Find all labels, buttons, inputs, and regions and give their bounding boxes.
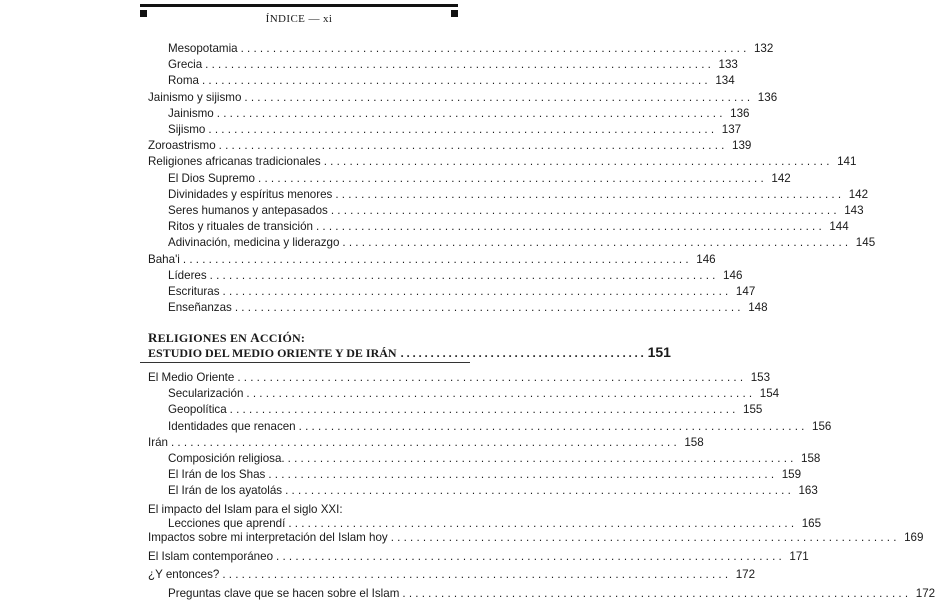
leader-dots (210, 269, 716, 282)
section-heading-line2 (148, 344, 671, 361)
toc-entry-page: 159 (781, 468, 802, 482)
toc-entry (0, 452, 821, 468)
leader-dots (217, 107, 723, 120)
toc-entry-label: Roma (168, 74, 199, 88)
toc-entry (0, 301, 768, 317)
toc-entry-page: 141 (837, 155, 857, 169)
toc-entry-page: 139 (732, 139, 752, 153)
toc-entry-label: Adivinación, medicina y liderazgo (168, 236, 340, 250)
toc-entry-label: Grecia (168, 58, 203, 72)
toc-entry-label: Seres humanos y antepasados (168, 204, 328, 217)
leader-dots (171, 436, 677, 449)
toc-entry (0, 106, 750, 123)
toc-entry (0, 419, 832, 436)
toc-entry-label: Divinidades y espíritus menores (168, 187, 333, 201)
leader-dots (268, 468, 774, 481)
toc-entry-page: 146 (696, 252, 716, 266)
toc-entry-page: 142 (771, 171, 791, 185)
leader-dots (324, 155, 830, 168)
toc-entry-page: 136 (757, 90, 778, 104)
toc-entry (0, 123, 742, 139)
toc-entry (0, 187, 869, 204)
toc-entry (0, 568, 756, 584)
toc-entry (0, 220, 849, 236)
toc-entry (0, 549, 809, 566)
leader-dots (316, 220, 822, 233)
toc-entry-page: 136 (730, 106, 750, 120)
toc-entry-label: ¿Y entonces? (148, 568, 220, 581)
leader-dots (401, 346, 644, 361)
toc-entry-page: 153 (750, 371, 771, 384)
toc-entry (0, 387, 780, 403)
toc-entry (0, 531, 924, 547)
toc-entry-page: 171 (789, 549, 809, 563)
toc-entry-label: Preguntas clave que se hacen sobre el Islam (168, 586, 400, 600)
leader-dots (208, 123, 714, 136)
leader-dots (237, 371, 743, 384)
leader-dots (202, 74, 708, 87)
toc-entry-label: Religiones africanas tradicionales (148, 155, 321, 169)
toc-entry-page: 154 (759, 387, 780, 401)
leader-dots (222, 568, 728, 581)
toc-entry-page: 155 (743, 403, 763, 417)
toc-entry-label: El Irán de los Shas (168, 468, 266, 482)
toc-entry (0, 435, 704, 452)
toc-entry (0, 74, 735, 90)
toc-entry-page: 147 (735, 285, 756, 298)
leader-dots (331, 204, 837, 217)
toc-entry-page: 144 (829, 220, 849, 234)
toc-entry-label: Baha'i (148, 252, 180, 266)
toc-entry-page: 143 (844, 204, 864, 217)
leader-dots (276, 550, 782, 563)
toc-entry-label: Líderes (168, 268, 207, 282)
toc-entry-label: El Islam contemporáneo (148, 549, 274, 563)
toc-entry-label: Geopolítica (168, 403, 227, 417)
toc-entry (0, 204, 864, 220)
leader-dots (285, 484, 791, 497)
leader-dots (223, 285, 729, 298)
leader-dots (258, 172, 764, 185)
leader-dots (244, 91, 750, 104)
toc-entry (0, 484, 818, 500)
leader-dots (288, 517, 794, 530)
section-heading-text-2: ESTUDIO DEL MEDIO ORIENTE Y DE IRÁN (148, 346, 397, 360)
toc-entry (0, 586, 935, 603)
leader-dots (335, 188, 841, 201)
leader-dots (299, 420, 805, 433)
toc-entry-label: Jainismo y sijismo (148, 90, 242, 104)
section-divider (140, 362, 470, 363)
toc-entry-page: 148 (748, 301, 768, 315)
leader-dots (235, 301, 741, 314)
leader-dots (246, 387, 752, 400)
leader-dots (183, 253, 689, 266)
toc-entry-label: Sijismo (168, 123, 206, 136)
toc-entry (0, 268, 743, 285)
toc-entry-label: Secularización (168, 387, 244, 401)
toc-entry-page: 142 (848, 187, 869, 201)
section-page-number: 151 (647, 344, 671, 360)
toc-entry-label: Lecciones que aprendí (168, 517, 286, 530)
section-heading-text-1: RELIGIONES EN ACCIÓN: (148, 330, 306, 345)
toc-entry-page: 172 (915, 586, 935, 600)
toc-entry-label: Mesopotamia (168, 42, 238, 55)
leader-dots (288, 452, 794, 465)
toc-entry-label: Identidades que renacen (168, 419, 296, 433)
leader-dots (219, 139, 725, 152)
toc-entry (0, 58, 738, 74)
toc-entry-page: 169 (904, 531, 924, 544)
toc-entry-label: El Medio Oriente (148, 371, 235, 384)
toc-entry-multiline-first: El impacto del Islam para el siglo XXI: (148, 503, 343, 516)
toc-entry-page: 158 (801, 452, 821, 465)
toc-entry (0, 371, 771, 387)
toc-entry-label: Composición religiosa. (168, 452, 285, 465)
toc-entry-label: Irán (148, 435, 168, 449)
toc-entry-label: Escrituras (168, 285, 220, 298)
toc-entry-page: 132 (753, 42, 774, 55)
toc-entry-page: 133 (718, 58, 738, 72)
leader-dots (402, 587, 908, 600)
toc-entry-label: Zoroastrismo (148, 139, 216, 153)
toc-entry (0, 403, 763, 419)
toc-entry-label: El Dios Supremo (168, 171, 255, 185)
toc-entry-label: Jainismo (168, 106, 214, 120)
toc-entry-label: Impactos sobre mi interpretación del Islam hoy (148, 531, 388, 544)
toc-entry-page: 145 (855, 236, 876, 250)
toc-entry (0, 285, 756, 301)
leader-dots (230, 403, 736, 416)
toc-entry (0, 90, 778, 107)
toc-entry (0, 468, 802, 484)
leader-dots (391, 531, 897, 544)
leader-dots (241, 42, 747, 55)
toc-entry-page: 163 (798, 484, 818, 498)
toc-entry (0, 236, 876, 252)
toc-entry-page: 165 (801, 517, 822, 530)
toc-entry (0, 42, 774, 58)
leader-dots (205, 58, 711, 71)
toc-entry (0, 139, 752, 155)
toc-entry-page: 134 (715, 74, 735, 88)
toc-entry-label: Ritos y rituales de transición (168, 220, 313, 234)
toc-entry-page: 172 (735, 568, 756, 581)
toc-entry-page: 137 (721, 123, 742, 136)
header-rule (140, 4, 458, 7)
leader-dots (342, 236, 848, 249)
toc-entry-page: 146 (723, 268, 743, 282)
toc-entry-page: 156 (812, 419, 832, 433)
toc-entry (0, 155, 857, 171)
toc-entry (0, 171, 791, 188)
toc-entry-label: Enseñanzas (168, 301, 232, 315)
toc-entry (0, 252, 716, 269)
running-head: ÍNDICE — xi (265, 13, 333, 25)
toc-entry-page: 158 (684, 435, 704, 449)
toc-entry-label: El Irán de los ayatolás (168, 484, 283, 498)
